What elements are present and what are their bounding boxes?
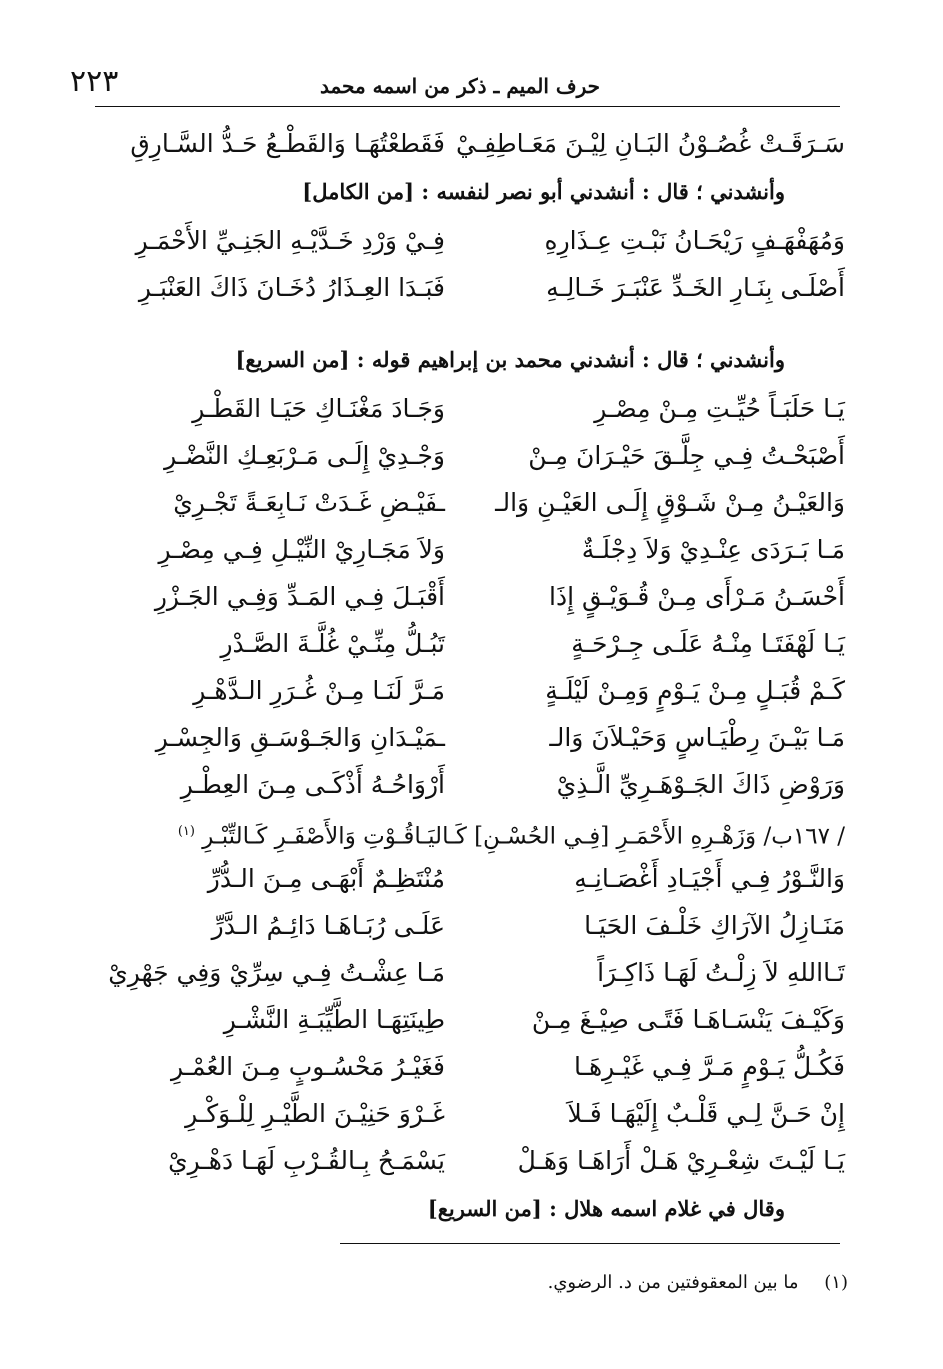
verse bbox=[90, 264, 845, 311]
verse bbox=[90, 996, 845, 1043]
poem-2-part-a bbox=[90, 385, 845, 808]
page-body bbox=[90, 120, 845, 1234]
verse-second-hemistich: فَبَـدَا العِـذَارُ دُخَـانَ ذَاكَ العَنْبَـرِ bbox=[138, 273, 445, 302]
verse-second-hemistich: وَجْـدِيْ إِلَـى مَـرْبَعِـكِ النَّضْـرِ bbox=[164, 441, 445, 470]
footnote-number: (١) bbox=[824, 1272, 848, 1293]
verse-first-hemistich: وَمُهَفْهَـفٍ رَيْحَـانُ نَبْـتِ عِـذَارِهِ bbox=[544, 226, 845, 255]
verse bbox=[90, 714, 845, 761]
verse-first-hemistich: مَنَـازِلُ الآرَاكِ خَلْـفَ الحَيَـا bbox=[584, 911, 845, 940]
verse-second-hemistich: وَلاَ مَجَـارِيْ النِّيْـلِ فِـي مِصْـرِ bbox=[158, 535, 445, 564]
verse-first-hemistich: مَـا بَيْـنَ رِطْيَـاسٍ وَحَيْـلاَنَ وَالـ bbox=[549, 723, 845, 752]
verse-first-hemistich: يَـا لَيْـتَ شِعْـرِيْ هَـلْ أَرَاهَـا وَهَـلْ bbox=[517, 1146, 845, 1175]
footnote-rule bbox=[340, 1243, 840, 1244]
spacer bbox=[90, 311, 845, 335]
verse-first-hemistich: يَـا لَهْفَتَـا مِنْـهُ عَلَـى جِـرْحَـةٍ bbox=[571, 629, 845, 658]
manuscript-folio-marker: / ١٦٧ب/ bbox=[763, 823, 845, 850]
verse-second-hemistich: فَغَيْـرُ مَحْسُـوبٍ مِـنَ العُمْـرِ bbox=[170, 1052, 445, 1081]
verse bbox=[90, 1090, 845, 1137]
full-width-verse bbox=[90, 808, 845, 855]
verse-first-hemistich: أَصْبَحْـتُ فِـي جِلَّـقَ حَيْـرَانَ مِـنْ bbox=[528, 441, 845, 470]
footnote bbox=[548, 1272, 848, 1293]
verse-second-hemistich: تَبُـلُّ مِنِّـيْ غُلَّـةَ الصَّـدْرِ bbox=[220, 629, 445, 658]
running-title: حرف الميم ـ ذكر من اسمه محمد bbox=[319, 74, 600, 98]
verse bbox=[90, 217, 845, 264]
poem-1 bbox=[90, 217, 845, 311]
header-rule bbox=[95, 106, 840, 107]
verse-first-hemistich: أَصْلَـى بِنَـارِ الخَـدِّ عَنْبَـرَ خَـالِـهِ bbox=[546, 273, 845, 302]
verse-second-hemistich: ـفَيْـضِ غَـدَتْ نَـابِعَـةً تَجْـرِيْ bbox=[173, 488, 445, 517]
poem-intro: وأنشدني ؛ قال : أنشدني أبو نصر لنفسه : [من الكامل] bbox=[302, 179, 785, 204]
verse bbox=[90, 432, 845, 479]
verse-first-hemistich: يَـا حَلَبَـاً حُيِّـتِ مِـنْ مِصْـرِ bbox=[594, 394, 845, 423]
verse-first-hemistich: وَالنَّـوْرُ فِـي أَجْيَـادِ أَغْصَـانِـهِ bbox=[574, 864, 845, 893]
verse-second-hemistich: وَجَـادَ مَغْنَـاكِ حَيَـا القَطْـرِ bbox=[192, 394, 445, 423]
verse-second-hemistich: غَـرْوَ حَنِيْـنَ الطَّيْـرِ لِلْـوَكْـرِ bbox=[185, 1099, 445, 1128]
verse-first-hemistich: مَـا بَـرَدَى عِنْـدِيْ وَلاَ دِجْلَـةٌ bbox=[581, 535, 845, 564]
poem-intro: وأنشدني ؛ قال : أنشدني محمد بن إبراهيم قوله : [من السريع] bbox=[235, 347, 785, 372]
verse bbox=[90, 1137, 845, 1184]
page-number: ٢٢٣ bbox=[70, 64, 119, 99]
verse-second-hemistich: فَقَطعْتُهَـا وَالقَطْـعُ حَـدُّ السَّـارِقِ bbox=[130, 129, 445, 158]
verse-first-hemistich: وَرَوْضِ ذَاكَ الجَـوْهَـرِيِّ الَّـذِيْ bbox=[556, 770, 845, 799]
poem-intro: وقال في غلام اسمه هلال : [من السريع] bbox=[427, 1196, 785, 1221]
verse-second-hemistich: يَسْمَـحُ بِـالقُـرْبِ لَهَـا دَهْـرِيْ bbox=[168, 1146, 445, 1175]
verse bbox=[90, 855, 845, 902]
verse bbox=[90, 479, 845, 526]
poem-2-part-b bbox=[90, 855, 845, 1184]
verse-second-hemistich: ـمَيْـدَانِ وَالجَـوْسَـقِ وَالجِسْـرِ bbox=[155, 723, 445, 752]
verse-second-hemistich: أَرْوَاحُـهُ أَذْكَـى مِـنَ العِطْـرِ bbox=[180, 770, 445, 799]
verse bbox=[90, 385, 845, 432]
verse-second-hemistich: عَلَـى رُبَـاهَـا دَائِـمُ الـدَّرِّ bbox=[211, 911, 445, 940]
verse bbox=[90, 526, 845, 573]
footnote-text: ما بين المعقوفتين من د. الرضوي. bbox=[547, 1272, 799, 1293]
verse-second-hemistich: فِـيْ وَرْدِ خَـدَّيْـهِ الجَنِـيِّ الأَحْمَـرِ bbox=[135, 226, 445, 255]
verse-second-hemistich: مَـا عِشْـتُ فِـي سِرِّيْ وَفِي جَهْرِيْ bbox=[108, 958, 445, 987]
verse bbox=[90, 573, 845, 620]
verse bbox=[90, 120, 845, 167]
verse-first-hemistich: وَالعَيْـنُ مِـنْ شَـوْقٍ إِلَـى العَيْـنِ وَالـ bbox=[495, 488, 845, 517]
verse bbox=[90, 1043, 845, 1090]
full-width-verse-text: وَزَهْـرِهِ الأَحْمَـرِ [فِـي الحُسْـنِ] كَـاليَـاقُـوْتِ وَالأَصْفَـرِ كَـالتِّبْـرِ bbox=[202, 823, 757, 850]
page-header bbox=[70, 58, 840, 108]
verse bbox=[90, 902, 845, 949]
verse bbox=[90, 949, 845, 996]
verse-second-hemistich: طِينَتِهَـا الطَّيِّبَـةِ النَّشْـرِ bbox=[223, 1005, 445, 1034]
verse bbox=[90, 667, 845, 714]
verse-first-hemistich: أَحْسَـنُ مَـرْأَى مِـنْ قُـوَيْـقٍ إِذَا bbox=[549, 582, 845, 611]
verse bbox=[90, 761, 845, 808]
footnote-reference: (١) bbox=[177, 824, 195, 839]
verse bbox=[90, 620, 845, 667]
verse-second-hemistich: مَـرَّ لَنَـا مِـنْ غُـرَرِ الـدَّهْـرِ bbox=[193, 676, 445, 705]
verse-second-hemistich: مُنْتَظِـمٌ أَبْهَـى مِـنَ الـدُّرِّ bbox=[207, 864, 445, 893]
verse-first-hemistich: سَـرَقَـتْ غُصُـوْنُ البَـانِ لِيْـنَ مَعَـاطِفِـيْ bbox=[455, 129, 845, 158]
verse-first-hemistich: فَكُـلُّ يَـوْمٍ مَـرَّ فِـي غَيْـرِهَـا bbox=[574, 1052, 845, 1081]
verse-first-hemistich: وَكَيْـفَ يَنْسَـاهَـا فَتًـى صِيْـغَ مِـنْ bbox=[531, 1005, 845, 1034]
verse-first-hemistich: إِنْ حَـنَّ لِـي قَلْـبٌ إِلَيْهَـا فَـلاَ bbox=[567, 1099, 845, 1128]
verse-first-hemistich: تَـااللهِ لاَ زِلْـتُ لَهَـا ذَاكِـرَاً bbox=[597, 958, 845, 987]
verse-first-hemistich: كَـمْ قُبَـلٍ مِـنْ يَـوْمٍ وَمِـنْ لَيْلَـةٍ bbox=[545, 676, 845, 705]
verse-second-hemistich: أَقْبَـلَ فِـي المَـدِّ وَفِـي الجَـزْرِ bbox=[154, 582, 445, 611]
